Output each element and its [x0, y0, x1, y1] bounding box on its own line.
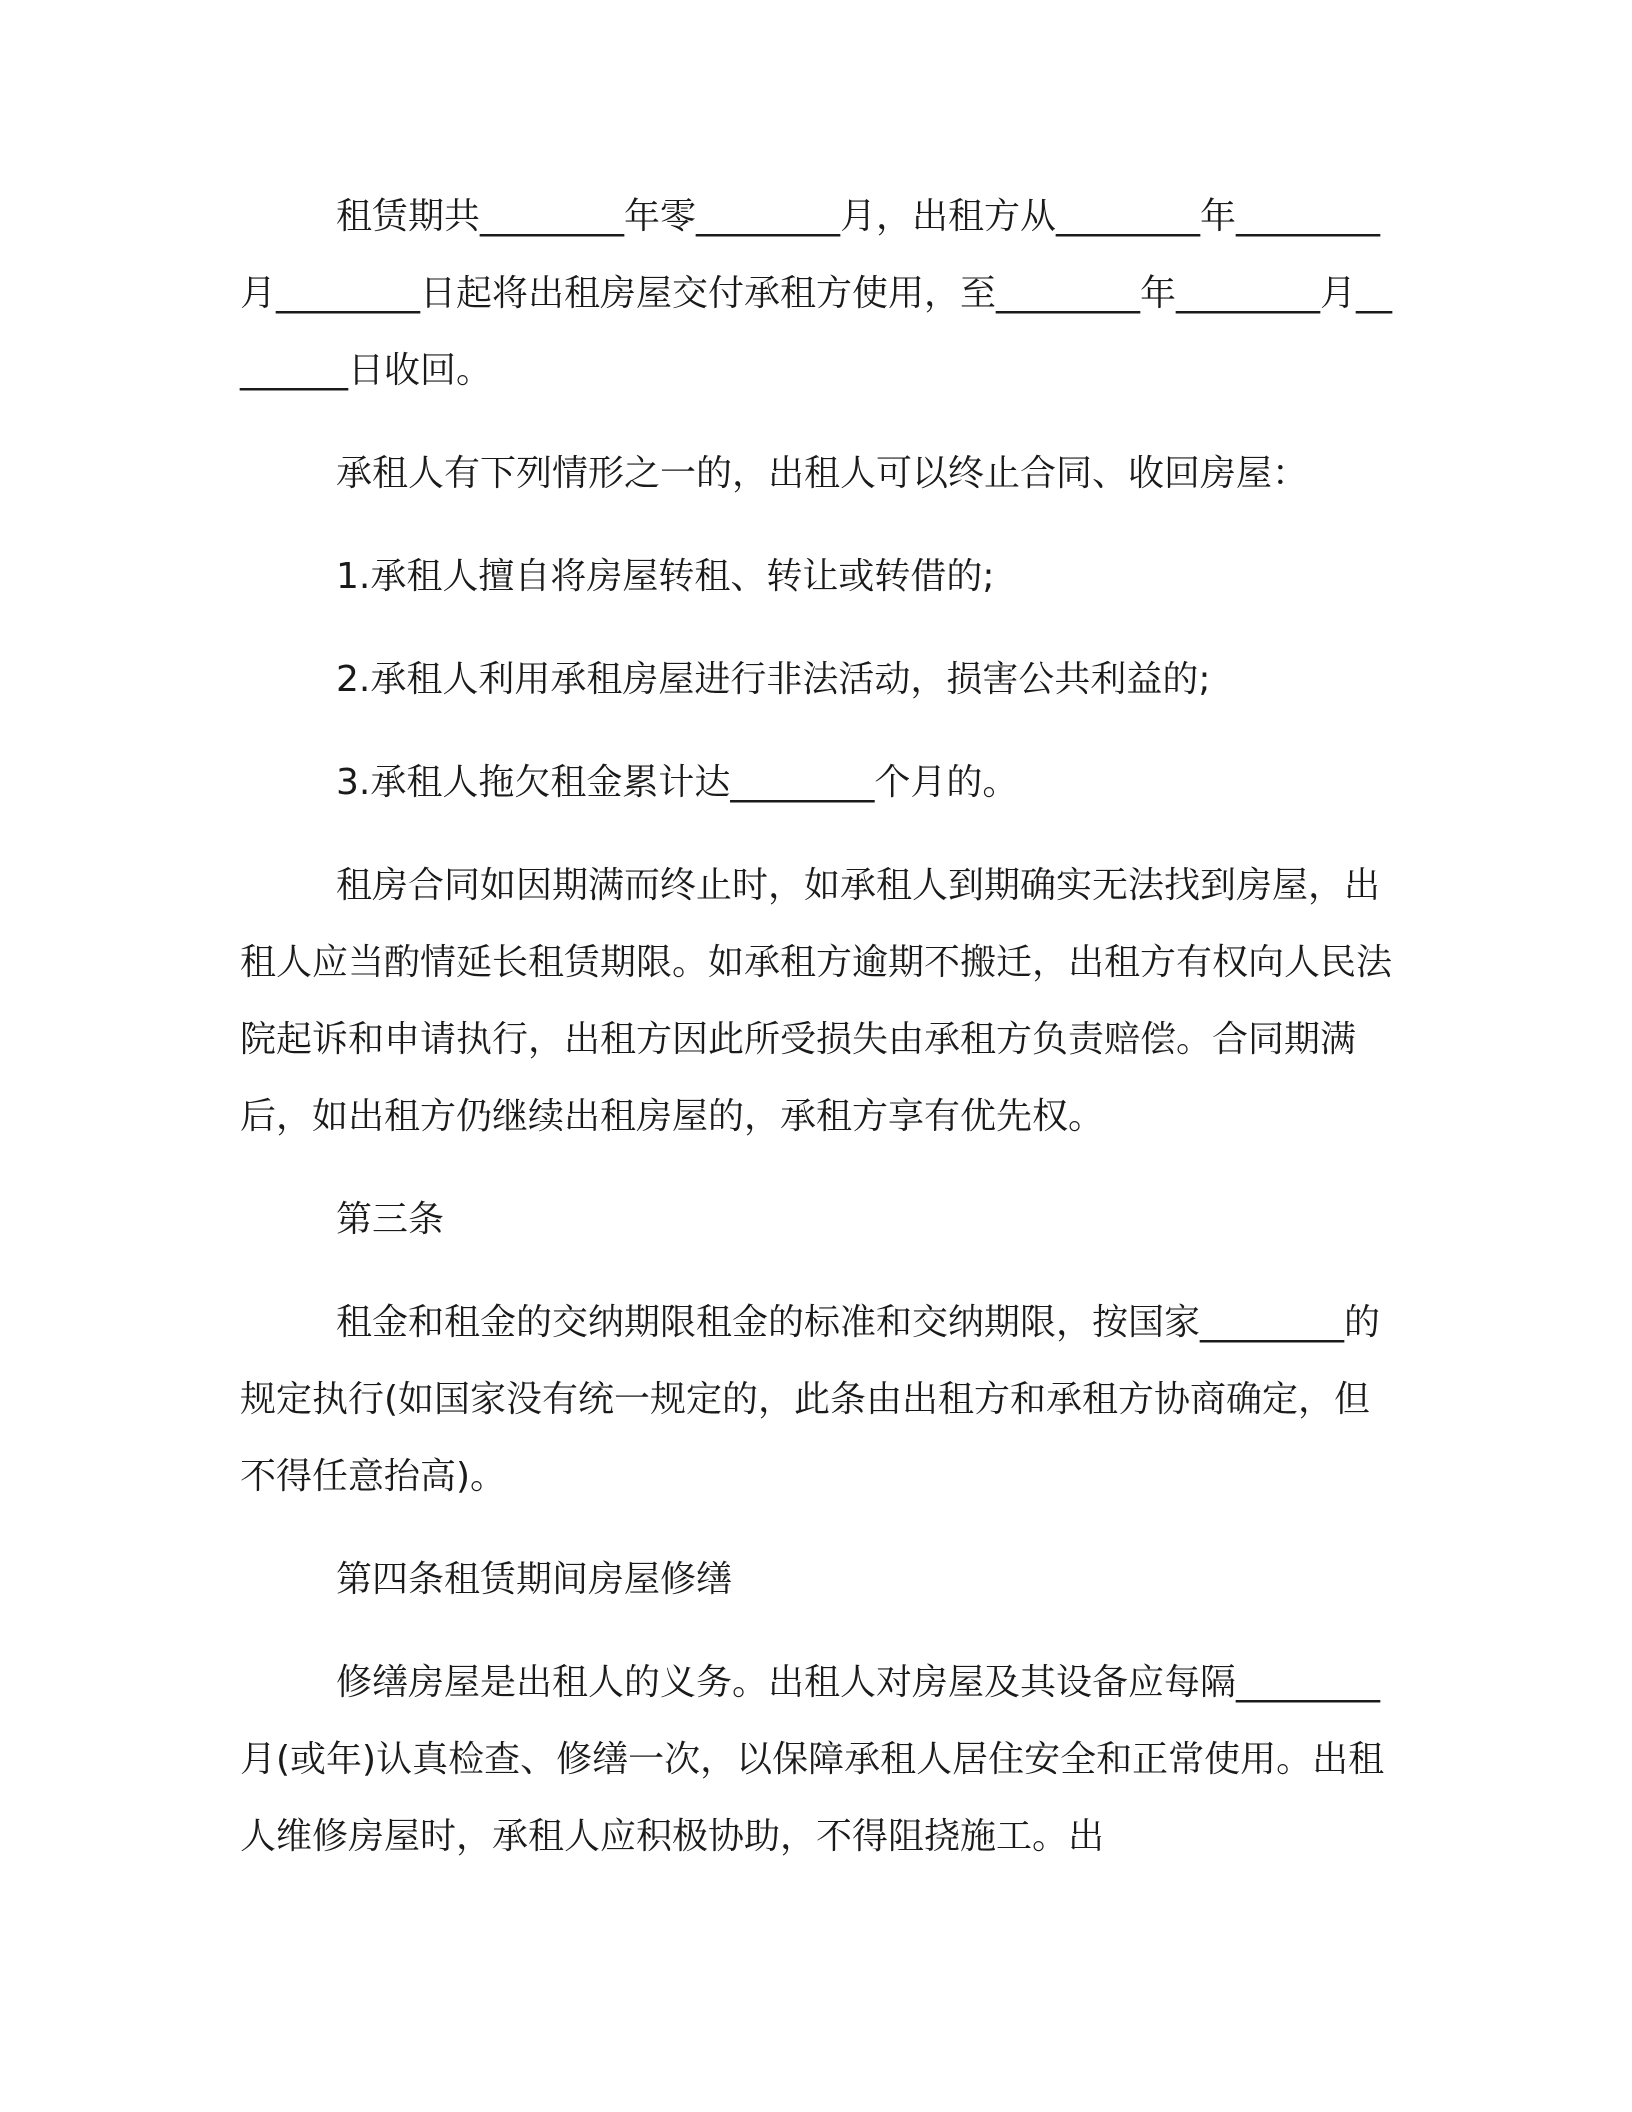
- paragraph-rent-terms: 租金和租金的交纳期限租金的标准和交纳期限，按国家________的规定执行(如国家没有统一规定的，此条由出租方和承租方协商确定，但不得任意抬高)。: [240, 1302, 1381, 1497]
- list-item-rent-arrears: 3.承租人拖欠租金累计达________个月的。: [336, 762, 1019, 803]
- paragraph-repairs: 修缮房屋是出租人的义务。出租人对房屋及其设备应每隔________月(或年)认真检查、修缮一次，以保障承租人居住安全和正常使用。出租人维修房屋时，承租人应积极协助，不得阻挠施工。出: [240, 1662, 1385, 1857]
- paragraph-lease-term: 租赁期共________年零________月，出租方从________年________月________日起将出租房屋交付承租方使用，至________年________月________日收回。: [240, 196, 1393, 391]
- list-item-sublet: 1.承租人擅自将房屋转租、转让或转借的;: [336, 556, 995, 597]
- section-heading-article-4: 第四条租赁期间房屋修缮: [336, 1559, 733, 1600]
- paragraph-termination-conditions: 承租人有下列情形之一的，出租人可以终止合同、收回房屋：: [336, 453, 1309, 494]
- paragraph-expiry: 租房合同如因期满而终止时，如承租人到期确实无法找到房屋，出租人应当酌情延长租赁期限。如承租方逾期不搬迁，出租方有权向人民法院起诉和申请执行，出租方因此所受损失由承租方负责赔偿。合同期满后，如出租方仍继续出租房屋的，承租方享有优先权。: [240, 865, 1393, 1137]
- list-item-illegal-use: 2.承租人利用承租房屋进行非法活动，损害公共利益的;: [336, 659, 1211, 700]
- section-heading-article-3: 第三条: [336, 1199, 445, 1240]
- document-body: [240, 178, 1400, 1875]
